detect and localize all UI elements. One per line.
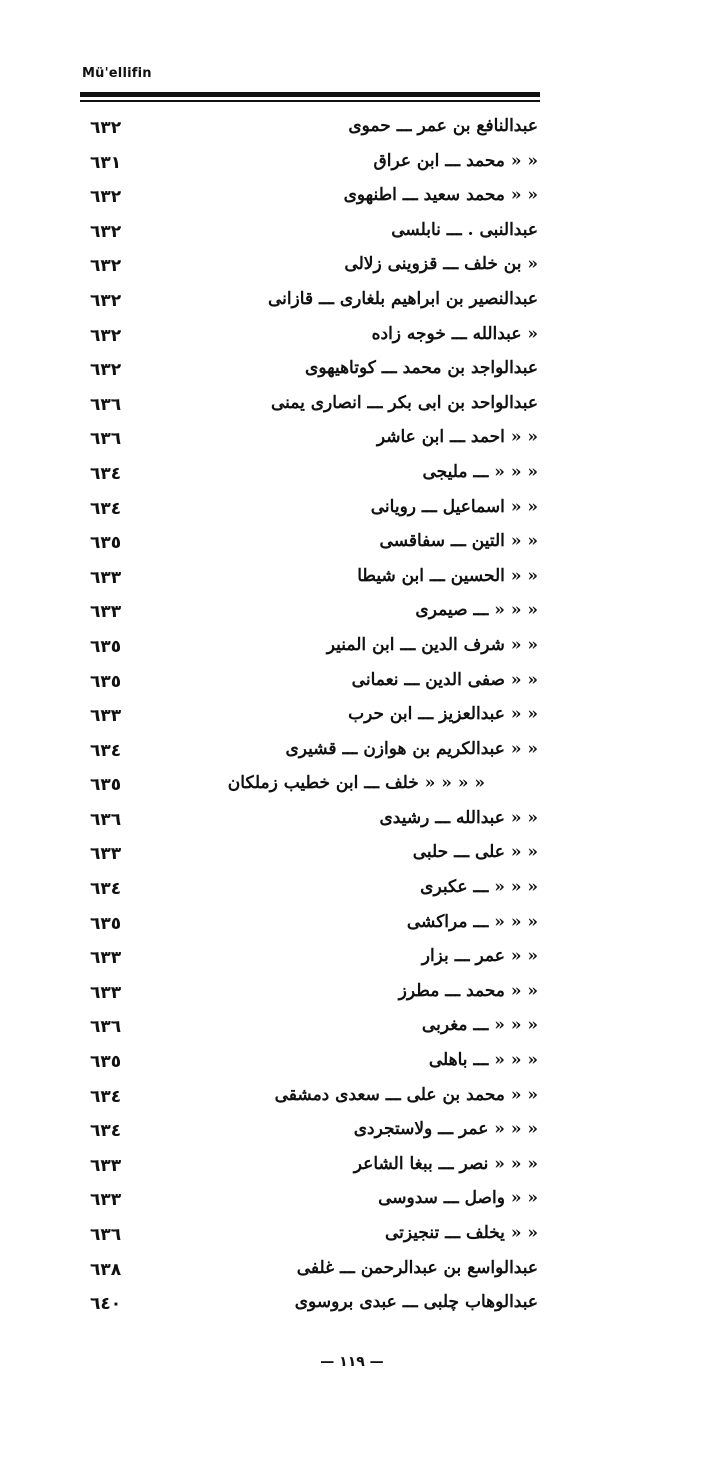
entry-page-number: ٦٣٤ <box>90 740 122 761</box>
index-entry <box>80 1083 540 1118</box>
index-entry <box>80 944 540 979</box>
running-header: Mü'ellifin <box>82 66 152 81</box>
entry-page-number: ٦٣٣ <box>90 844 122 865</box>
entry-name: « « شرف الدين ـــ ابن المنير <box>326 634 538 655</box>
entry-page-number: ٦٣٤ <box>90 1121 122 1142</box>
entry-name: « « « ـــ مراكشى <box>406 911 538 932</box>
header-rule-thin <box>80 100 540 102</box>
index-entry <box>80 391 540 426</box>
index-entry <box>80 806 540 841</box>
entry-name: « « عبدالله ـــ رشيدى <box>379 807 538 828</box>
index-entry <box>80 633 540 668</box>
entry-page-number: ٦٣٢ <box>90 256 122 277</box>
entry-page-number: ٦٣٢ <box>90 221 122 242</box>
index-entry <box>80 252 540 287</box>
entry-page-number: ٦٣٥ <box>90 913 122 934</box>
index-entry <box>80 564 540 599</box>
entry-name: عبدالنافع بن عمر ـــ حموى <box>348 116 538 136</box>
entry-page-number: ٦٣٥ <box>90 671 122 692</box>
entry-page-number: ٦٣٥ <box>90 533 122 554</box>
index-entry <box>80 1152 540 1187</box>
entry-name: « « التين ـــ سفاقسى <box>379 531 538 552</box>
index-entry <box>80 322 540 357</box>
entry-name: عبدالنبى . ـــ نابلسى <box>391 219 538 240</box>
entry-name: عبدالواحد بن ابى بكر ـــ انصارى يمنى <box>270 392 538 413</box>
index-entry <box>80 702 540 737</box>
entry-name: « « « « خلف ـــ ابن خطيب زملكان <box>227 773 485 794</box>
index-entry <box>80 979 540 1014</box>
index-entry <box>80 149 540 184</box>
entry-name: « « واصل ـــ سدوسى <box>378 1188 538 1209</box>
entry-page-number: ٦٣٤ <box>90 463 122 484</box>
entry-name: « « على ـــ حلبى <box>412 842 538 863</box>
index-entry <box>80 875 540 910</box>
index-entry <box>80 910 540 945</box>
entry-page-number: ٦٣٤ <box>90 1086 122 1107</box>
entry-name: « « « ـــ مغربى <box>421 1015 538 1036</box>
index-entry <box>80 114 540 149</box>
entry-name: « « صفى الدين ـــ نعمانى <box>351 669 538 690</box>
entry-page-number: ٦٣٣ <box>90 706 122 727</box>
entry-name: « « محمد ـــ مطرز <box>398 980 538 1001</box>
entry-page-number: ٦٣١ <box>90 152 122 173</box>
entry-page-number: ٦٣٣ <box>90 602 122 623</box>
index-entry <box>80 183 540 218</box>
index-entry <box>80 771 540 806</box>
index-entry <box>80 1186 540 1221</box>
index-entry <box>80 218 540 253</box>
entry-name: عبدالوهاب چلبى ـــ عبدى بروسوى <box>294 1292 538 1313</box>
index-entry <box>80 287 540 322</box>
entry-name: « « محمد سعيد ـــ اطنهوى <box>343 185 538 206</box>
entry-page-number: ٦٣٢ <box>90 360 122 381</box>
entry-page-number: ٦٣٥ <box>90 636 122 657</box>
index-entry <box>80 1048 540 1083</box>
index-entry <box>80 1290 540 1325</box>
entry-name: « « يخلف ـــ تنجيزتى <box>384 1223 538 1243</box>
header-rule-thick <box>80 92 540 97</box>
entry-page-number: ٦٣٣ <box>90 567 122 588</box>
entry-page-number: ٦٣٥ <box>90 775 122 796</box>
index-entry <box>80 356 540 391</box>
entry-name: « « اسماعيل ـــ رويانى <box>370 496 538 517</box>
entry-name: « « عبدالعزيز ـــ ابن حرب <box>348 704 538 725</box>
index-entry <box>80 1221 540 1256</box>
entry-page-number: ٦٣٨ <box>90 1259 122 1280</box>
entry-name: عبدالنصير بن ابراهيم بلغارى ـــ قازانى <box>267 288 538 309</box>
entry-name: « « الحسين ـــ ابن شيطا <box>357 565 538 586</box>
index-entry <box>80 1256 540 1291</box>
entry-page-number: ٦٣٦ <box>90 1225 122 1245</box>
entry-page-number: ٦٣٦ <box>90 1017 122 1038</box>
entry-page-number: ٦٣٢ <box>90 187 122 208</box>
entry-name: عبدالواسع بن عبدالرحمن ـــ غلفى <box>296 1257 538 1278</box>
entry-name: « « « ـــ عكبرى <box>420 877 538 898</box>
entry-name: « « « ـــ مليجى <box>422 461 538 482</box>
entry-page-number: ٦٣٥ <box>90 1052 122 1073</box>
entry-page-number: ٦٣٣ <box>90 948 122 969</box>
entry-name: « بن خلف ـــ قزوينى زلالى <box>344 254 538 275</box>
entry-page-number: ٦٣٢ <box>90 118 122 138</box>
entry-page-number: ٦٣٤ <box>90 498 122 519</box>
index-entry <box>80 598 540 633</box>
index-entry <box>80 1117 540 1152</box>
index-entry <box>80 529 540 564</box>
index-entry <box>80 460 540 495</box>
entry-name: « « « عمر ـــ ولاستجردى <box>353 1119 538 1140</box>
entry-page-number: ٦٣٦ <box>90 429 122 450</box>
index-entry <box>80 495 540 530</box>
entry-page-number: ٦٣٦ <box>90 809 122 830</box>
entry-name: « « « ـــ صيمرى <box>415 600 538 621</box>
index-entry <box>80 425 540 460</box>
entry-name: « « « ـــ باهلى <box>428 1050 538 1071</box>
page-number-footer: — ١١٩ — <box>320 1354 384 1370</box>
entry-page-number: ٦٣٣ <box>90 1155 122 1176</box>
entry-page-number: ٦٣٣ <box>90 982 122 1003</box>
entry-page-number: ٦٤٠ <box>90 1294 122 1315</box>
entry-name: « « احمد ـــ ابن عاشر <box>376 427 538 448</box>
index-entry-list <box>80 114 540 1325</box>
index-entry <box>80 668 540 703</box>
index-entry <box>80 737 540 772</box>
entry-page-number: ٦٣٢ <box>90 290 122 311</box>
entry-name: « « عبدالكريم بن هوازن ـــ قشيرى <box>285 738 538 759</box>
index-entry <box>80 840 540 875</box>
entry-name: « « « نصر ـــ ببغا الشاعر <box>353 1153 538 1174</box>
entry-page-number: ٦٣٢ <box>90 325 122 346</box>
entry-name: عبدالواجد بن محمد ـــ كوتاهيهوى <box>305 358 538 379</box>
index-entry <box>80 1013 540 1048</box>
entry-name: « « محمد بن على ـــ سعدى دمشقى <box>274 1084 538 1105</box>
entry-page-number: ٦٣٦ <box>90 394 122 415</box>
entry-name: « عبدالله ـــ خوجه زاده <box>371 323 538 344</box>
entry-page-number: ٦٣٣ <box>90 1190 122 1211</box>
entry-name: « « محمد ـــ ابن عراق <box>373 150 538 171</box>
entry-name: « « عمر ـــ بزار <box>421 946 538 967</box>
entry-page-number: ٦٣٤ <box>90 879 122 900</box>
